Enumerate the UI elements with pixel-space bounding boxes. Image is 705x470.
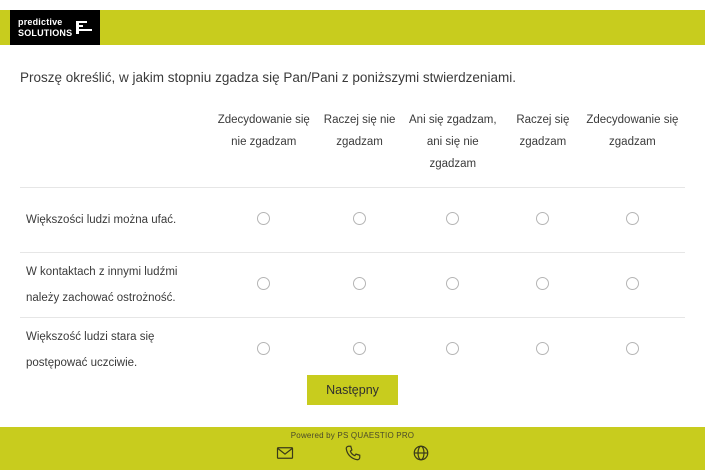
radio-button[interactable] bbox=[536, 277, 549, 290]
radio-cell-1-1[interactable] bbox=[208, 188, 320, 253]
radio-cell-2-1[interactable] bbox=[208, 253, 320, 318]
radio-button[interactable] bbox=[446, 212, 459, 225]
scale-header-2: Raczej się nie zgadzam bbox=[323, 114, 396, 148]
footer-icon-row bbox=[0, 444, 705, 462]
radio-button[interactable] bbox=[536, 212, 549, 225]
statement-label-1: Większości ludzi można ufać. bbox=[20, 188, 208, 253]
radio-button[interactable] bbox=[353, 277, 366, 290]
radio-button[interactable] bbox=[536, 342, 549, 355]
radio-cell-1-5[interactable] bbox=[580, 188, 685, 253]
radio-button[interactable] bbox=[446, 342, 459, 355]
radio-cell-1-4[interactable] bbox=[506, 188, 580, 253]
radio-button[interactable] bbox=[626, 277, 639, 290]
next-button-container bbox=[0, 375, 705, 405]
radio-button[interactable] bbox=[257, 212, 270, 225]
matrix-header-row bbox=[20, 105, 685, 188]
scale-header-4: Raczej się zgadzam bbox=[516, 114, 570, 148]
likert-matrix bbox=[20, 105, 685, 382]
logo-line-2: SOLUTIONS bbox=[18, 27, 73, 38]
radio-button[interactable] bbox=[257, 342, 270, 355]
matrix-corner-cell bbox=[20, 105, 208, 188]
radio-button[interactable] bbox=[353, 342, 366, 355]
radio-cell-3-3[interactable] bbox=[400, 318, 506, 383]
header-bar bbox=[0, 10, 705, 45]
phone-icon[interactable] bbox=[344, 444, 362, 462]
radio-button[interactable] bbox=[626, 212, 639, 225]
bars-icon bbox=[76, 21, 92, 34]
radio-cell-2-4[interactable] bbox=[506, 253, 580, 318]
radio-button[interactable] bbox=[446, 277, 459, 290]
footer bbox=[0, 427, 705, 470]
logo-bar-accent bbox=[76, 21, 79, 34]
radio-cell-2-3[interactable] bbox=[400, 253, 506, 318]
mail-icon[interactable] bbox=[276, 444, 294, 462]
radio-cell-3-5[interactable] bbox=[580, 318, 685, 383]
radio-cell-3-1[interactable] bbox=[208, 318, 320, 383]
table-row bbox=[20, 188, 685, 253]
radio-cell-3-2[interactable] bbox=[320, 318, 400, 383]
globe-icon[interactable] bbox=[412, 444, 430, 462]
radio-button[interactable] bbox=[257, 277, 270, 290]
scale-header-1: Zdecydowanie się nie zgadzam bbox=[217, 114, 310, 148]
table-row bbox=[20, 253, 685, 318]
question-text: Proszę określić, w jakim stopniu zgadza się Pan/Pani z poniższymi stwierdzeniami. bbox=[20, 70, 516, 85]
logo-line-1: predictive bbox=[18, 16, 63, 27]
radio-cell-3-4[interactable] bbox=[506, 318, 580, 383]
next-button[interactable]: Następny bbox=[307, 375, 398, 405]
scale-header-5: Zdecydowanie się zgadzam bbox=[586, 114, 679, 148]
radio-cell-2-2[interactable] bbox=[320, 253, 400, 318]
radio-cell-2-5[interactable] bbox=[580, 253, 685, 318]
statement-label-2: W kontaktach z innymi ludźmi należy zachować ostrożność. bbox=[20, 253, 208, 318]
radio-cell-1-3[interactable] bbox=[400, 188, 506, 253]
radio-button[interactable] bbox=[626, 342, 639, 355]
scale-header-3: Ani się zgadzam, ani się nie zgadzam bbox=[409, 114, 497, 170]
statement-label-3: Większość ludzi stara się postępować uczciwie. bbox=[20, 318, 208, 383]
radio-button[interactable] bbox=[353, 212, 366, 225]
brand-logo bbox=[10, 10, 100, 45]
radio-cell-1-2[interactable] bbox=[320, 188, 400, 253]
table-row bbox=[20, 318, 685, 383]
powered-by-text: Powered by PS QUAESTIO PRO bbox=[290, 431, 415, 440]
logo-text bbox=[18, 17, 72, 39]
